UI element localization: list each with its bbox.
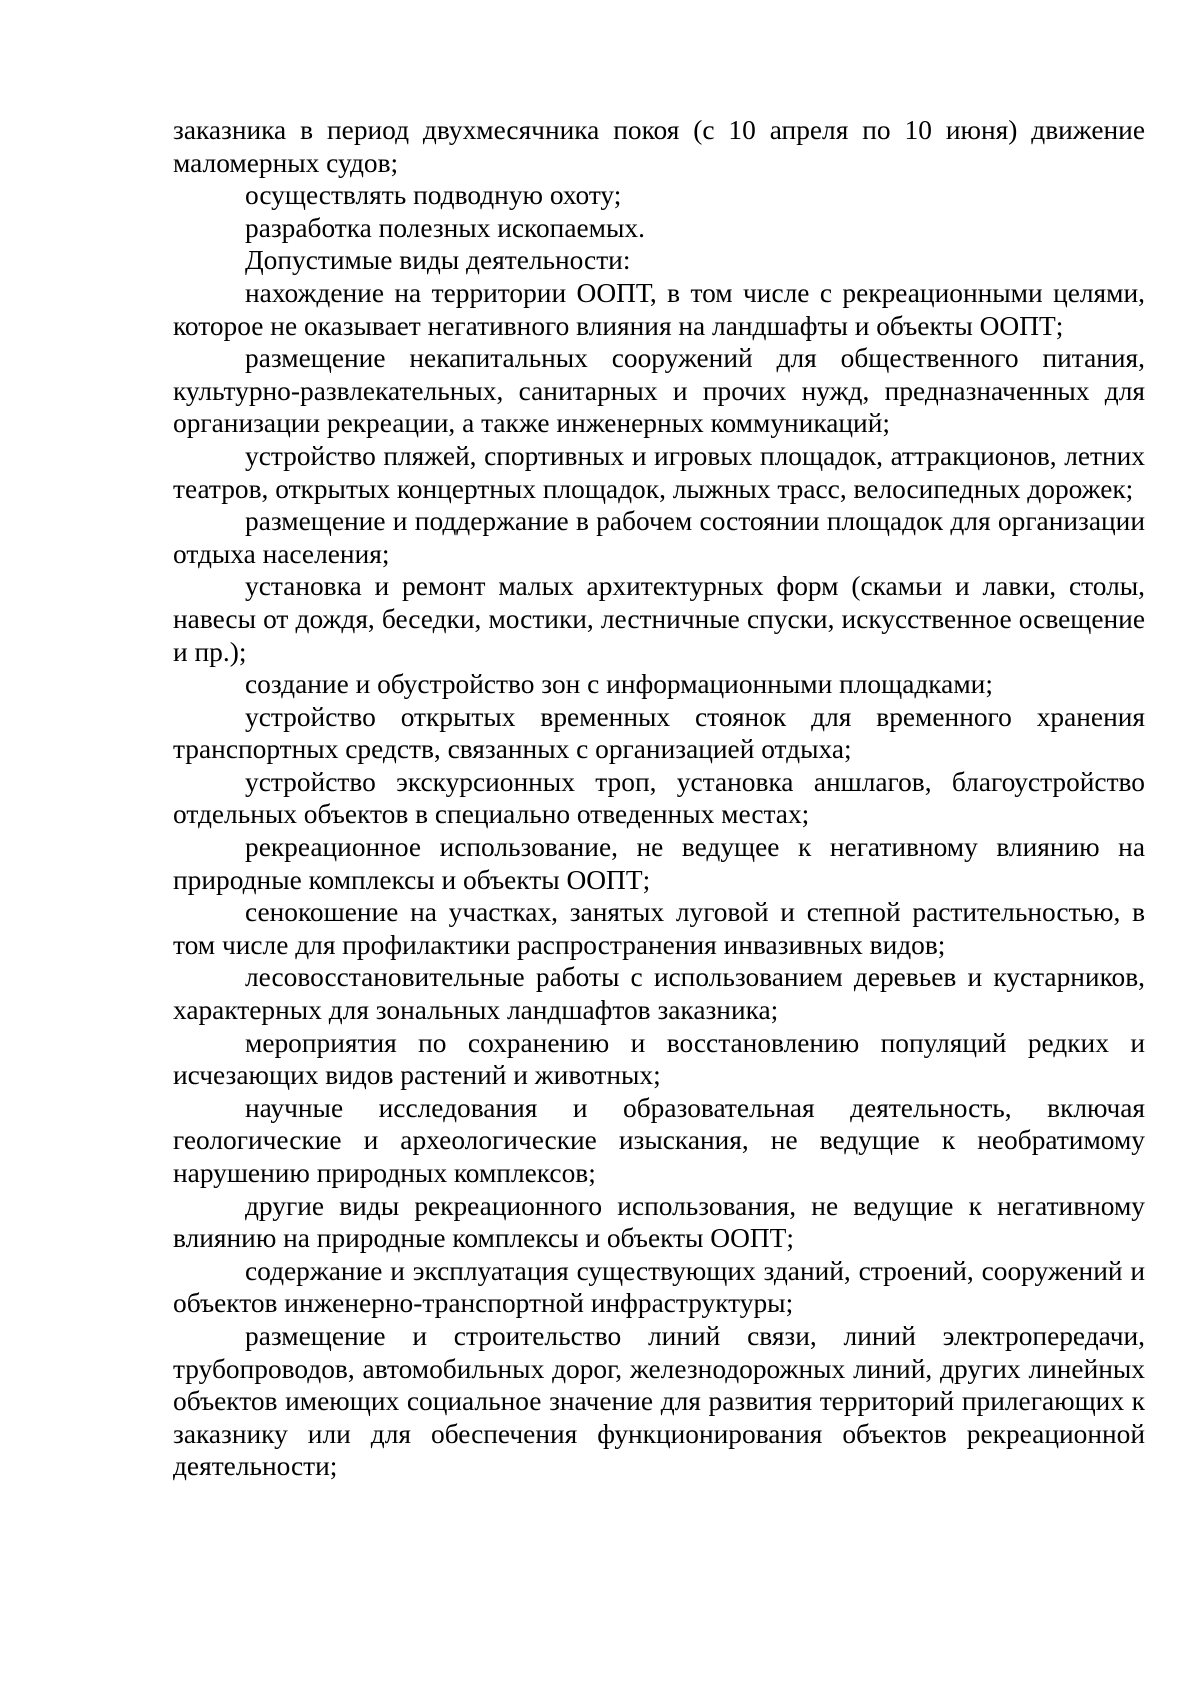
paragraph-prohibited-mining: разработка полезных ископаемых. [245, 212, 645, 243]
list-item: научные исследования и образовательная деятельность, включая геологические и археологические изыскания, не ведущие к необратимому нарушению природных комплексов; [173, 1092, 1145, 1188]
list-item: нахождение на территории ООПТ, в том числе с рекреационными целями, которое не оказывает негативного влияния на ландшафты и объекты ООПТ; [173, 277, 1145, 341]
list-item: создание и обустройство зон с информационными площадками; [245, 669, 993, 700]
list-item: лесовосстановительные работы с использованием деревьев и кустарников, характерных для зональных ландшафтов заказника; [173, 962, 1145, 1026]
list-item: установка и ремонт малых архитектурных форм (скамьи и лавки, столы, навесы от дождя, беседки, мостики, лестничные спуски, искусственное освещение и пр.); [173, 571, 1145, 667]
list-item: размещение и поддержание в рабочем состоянии площадок для организации отдыха населения; [173, 506, 1145, 569]
list-item: размещение некапитальных сооружений для общественного питания, культурно-развлекательных, санитарных и прочих нужд, предназначенных для организации рекреации, а также инженерных коммуникаций; [173, 343, 1145, 439]
list-item: размещение и строительство линий связи, линий электропередачи, трубопроводов, автомобильных дорог, железнодорожных линий, других линейных объектов имеющих социальное значение для развития территорий прилегающих к заказнику или для обеспечения функционирования объектов рекреационной деятельности; [173, 1320, 1145, 1482]
list-item: устройство открытых временных стоянок для временного хранения транспортных средств, связанных с организацией отдыха; [173, 701, 1145, 765]
list-item: устройство пляжей, спортивных и игровых площадок, аттракционов, летних театров, открытых концертных площадок, лыжных трасс, велосипедных дорожек; [173, 440, 1145, 504]
list-item: рекреационное использование, не ведущее к негативному влиянию на природные комплексы и объекты ООПТ; [173, 832, 1145, 895]
list-item: другие виды рекреационного использования, не ведущие к негативному влиянию на природные комплексы и объекты ООПТ; [173, 1190, 1145, 1254]
list-item: содержание и эксплуатация существующих зданий, строений, сооружений и объектов инженерно-транспортной инфраструктуры; [173, 1255, 1145, 1319]
paragraph-prohibited-underwater-hunting: осуществлять подводную охоту; [245, 180, 622, 211]
list-item: устройство экскурсионных троп, установка аншлагов, благоустройство отдельных объектов в специально отведенных местах; [173, 766, 1145, 830]
list-item: сенокошение на участках, занятых луговой и степной растительностью, в том числе для профилактики распространения инвазивных видов; [173, 897, 1145, 960]
section-heading-permitted-activities: Допустимые виды деятельности: [245, 245, 631, 276]
list-item: мероприятия по сохранению и восстановлению популяций редких и исчезающих видов растений и животных; [173, 1027, 1145, 1091]
paragraph-continuation: заказника в период двухмесячника покоя (с 10 апреля по 10 июня) движение маломерных судов; [173, 115, 1145, 178]
document-page [173, 114, 1145, 1483]
